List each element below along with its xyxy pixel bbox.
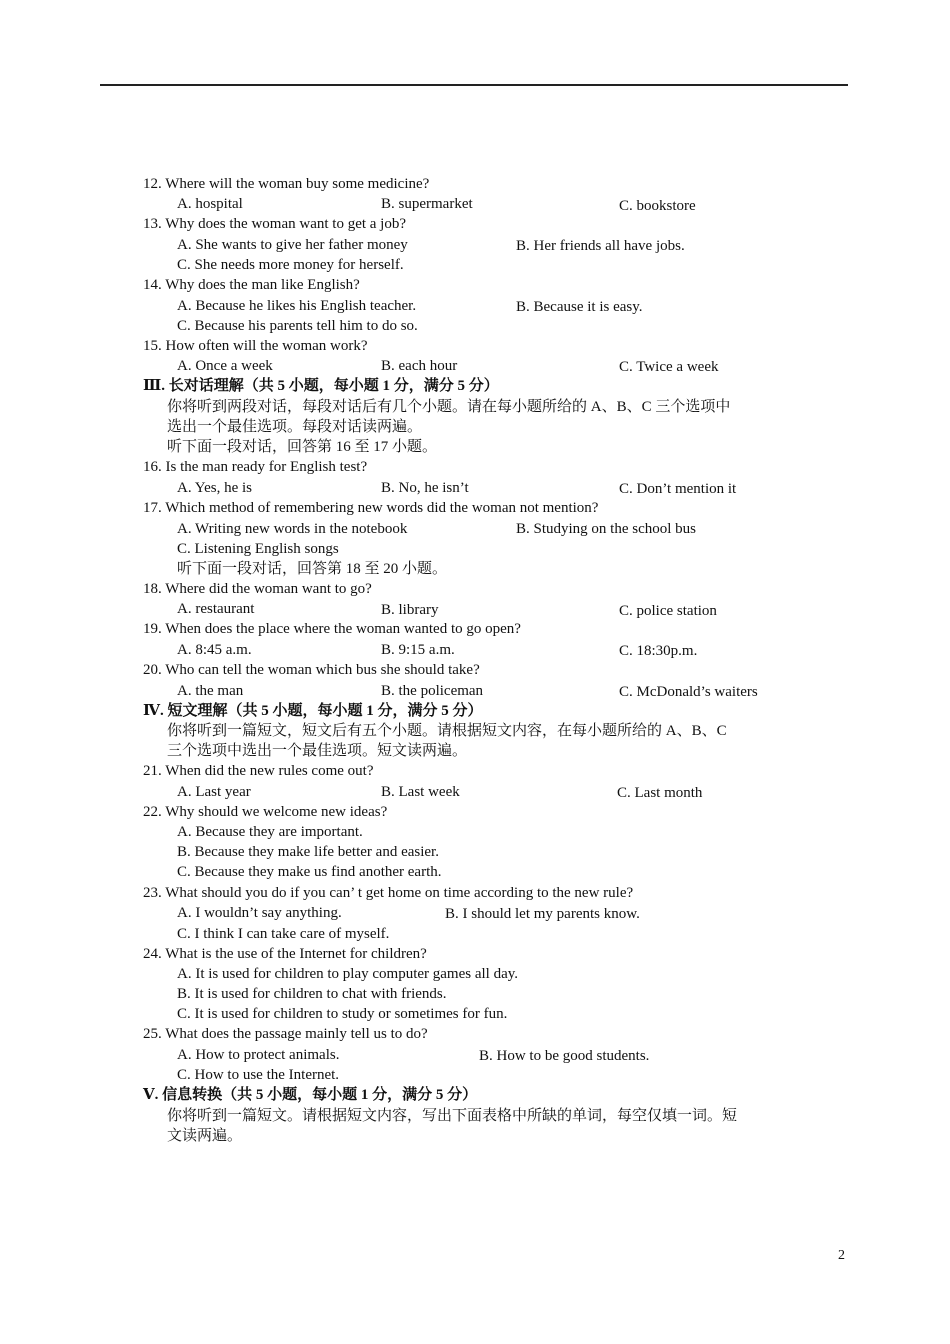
question-stem: 23. What should you do if you can’ t get home on time according to the new rule? <box>143 885 634 901</box>
question-stem: 17. Which method of remembering new words did the woman not mention? <box>143 500 599 516</box>
option-c: C. bookstore <box>619 198 696 214</box>
section-instructions: 你将听到一篇短文，短文后有五个小题。请根据短文内容，在每小题所给的 A、B、C <box>167 723 727 739</box>
option-a: A. How to protect animals. <box>177 1047 340 1063</box>
question-stem: 12. Where will the woman buy some medicine? <box>143 176 430 192</box>
question-stem: 14. Why does the man like English? <box>143 277 360 293</box>
option-b: B. library <box>381 602 439 618</box>
option-a: A. 8:45 a.m. <box>177 642 252 658</box>
option-c: C. 18:30p.m. <box>619 643 698 659</box>
question-stem: 15. How often will the woman work? <box>143 338 368 354</box>
option-b: B. supermarket <box>381 196 473 212</box>
question-stem: 20. Who can tell the woman which bus she should take? <box>143 662 480 678</box>
option-a: A. I wouldn’t say anything. <box>177 905 342 921</box>
option-a: A. It is used for children to play computer games all day. <box>177 966 519 982</box>
question-stem: 24. What is the use of the Internet for children? <box>143 946 427 962</box>
sub-instruction: 听下面一段对话，回答第 18 至 20 小题。 <box>177 561 448 577</box>
option-c: C. It is used for children to study or sometimes for fun. <box>177 1006 508 1022</box>
option-c: C. Because they make us find another earth. <box>177 864 442 880</box>
option-a: A. hospital <box>177 196 243 212</box>
option-b: B. It is used for children to chat with friends. <box>177 986 447 1002</box>
question-stem: 22. Why should we welcome new ideas? <box>143 804 388 820</box>
section-instructions: 三个选项中选出一个最佳选项。短文读两遍。 <box>167 743 468 759</box>
option-a: A. She wants to give her father money <box>177 237 408 253</box>
option-b: B. Last week <box>381 784 460 800</box>
section-instructions: 选出一个最佳选项。每段对话读两遍。 <box>167 419 423 435</box>
option-c: C. Twice a week <box>619 359 719 375</box>
section-heading: Ⅳ. 短文理解（共 5 小题，每小题 1 分，满分 5 分） <box>143 703 483 719</box>
question-stem: 13. Why does the woman want to get a job? <box>143 216 406 232</box>
option-a: A. the man <box>177 683 244 699</box>
option-c: C. Don’t mention it <box>619 481 737 497</box>
option-b: B. Because it is easy. <box>516 299 643 315</box>
top-rule <box>100 84 848 86</box>
option-c: C. She needs more money for herself. <box>177 257 404 273</box>
option-c: C. Listening English songs <box>177 541 339 557</box>
option-c: C. McDonald’s waiters <box>619 684 758 700</box>
option-c: C. Last month <box>617 785 703 801</box>
option-b: B. How to be good students. <box>479 1048 650 1064</box>
question-stem: 19. When does the place where the woman wanted to go open? <box>143 621 521 637</box>
option-a: A. Last year <box>177 784 251 800</box>
option-b: B. the policeman <box>381 683 484 699</box>
section-instructions: 你将听到一篇短文。请根据短文内容，写出下面表格中所缺的单词，每空仅填一词。短 <box>167 1108 738 1124</box>
option-c: C. I think I can take care of myself. <box>177 926 390 942</box>
option-b: B. Her friends all have jobs. <box>516 238 685 254</box>
question-stem: 18. Where did the woman want to go? <box>143 581 372 597</box>
question-stem: 21. When did the new rules come out? <box>143 763 374 779</box>
page-number: 2 <box>838 1248 845 1263</box>
section-instructions: 文读两遍。 <box>167 1128 243 1144</box>
option-c: C. Because his parents tell him to do so. <box>177 318 418 334</box>
option-a: A. Because he likes his English teacher. <box>177 298 417 314</box>
sub-instruction: 听下面一段对话，回答第 16 至 17 小题。 <box>167 439 438 455</box>
option-a: A. Once a week <box>177 358 273 374</box>
option-a: A. restaurant <box>177 601 255 617</box>
option-b: B. Because they make life better and easier. <box>177 844 439 860</box>
question-stem: 16. Is the man ready for English test? <box>143 459 368 475</box>
section-instructions: 你将听到两段对话，每段对话后有几个小题。请在每小题所给的 A、B、C 三个选项中 <box>167 399 731 415</box>
option-b: B. Studying on the school bus <box>516 521 697 537</box>
question-stem: 25. What does the passage mainly tell us to do? <box>143 1026 428 1042</box>
option-b: B. 9:15 a.m. <box>381 642 455 658</box>
option-a: A. Writing new words in the notebook <box>177 521 408 537</box>
option-b: B. No, he isn’t <box>381 480 469 496</box>
option-b: B. each hour <box>381 358 458 374</box>
option-c: C. How to use the Internet. <box>177 1067 340 1083</box>
option-b: B. I should let my parents know. <box>445 906 640 922</box>
option-a: A. Yes, he is <box>177 480 253 496</box>
section-heading: Ⅴ. 信息转换（共 5 小题，每小题 1 分，满分 5 分） <box>143 1087 478 1103</box>
option-c: C. police station <box>619 603 717 619</box>
section-heading: Ⅲ. 长对话理解（共 5 小题，每小题 1 分，满分 5 分） <box>143 378 499 394</box>
option-a: A. Because they are important. <box>177 824 363 840</box>
